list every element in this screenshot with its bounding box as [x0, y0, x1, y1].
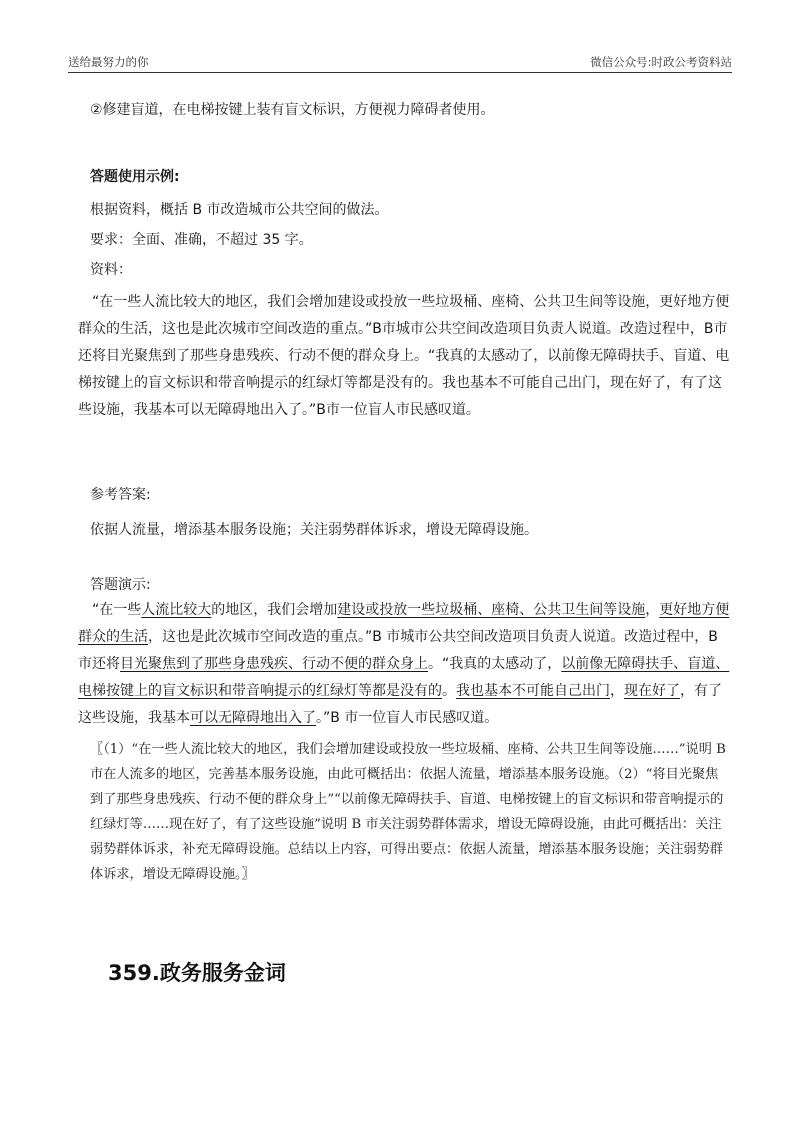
example-requirement: 要求：全面、准确，不超过 35 字。 — [90, 232, 313, 248]
material-text: “在一些人流比较大的地区，我们会增加建设或投放一些垃圾桶、座椅、公共卫生间等设施，更好地方便群众的生活，这也是此次城市空间改造的重点。”B市城市公共空间改造项目负责人说道。改造过程中，B市还将目光聚焦到了那些身患残疾、行动不便的群众身上。“我真的太感动了，以前像无障碍扶手、盲道、电梯按键上的盲文标识和带音响提示的红绿灯等都是没有的。我也基本不可能自己出门，现在好了，有了这些设施，我基本可以无障碍地出入了。”B市一位盲人市民感叹道。 — [78, 294, 730, 418]
example-heading: 答题使用示例: — [90, 169, 180, 185]
explanation-block — [90, 737, 730, 887]
demo-label: 答题演示: — [90, 577, 151, 593]
demo-segment: ，有了这些设施，我基本 — [78, 683, 722, 726]
demo-segment: 。“我真的太感动了， — [428, 656, 562, 672]
example-question: 根据资料，概括 B 市改造城市公共空间的做法。 — [90, 202, 389, 218]
example-block — [90, 164, 730, 284]
explanation-text: 〖（1）“在一些人流比较大的地区，我们会增加建设或投放一些垃圾桶、座椅、公共卫生间等设施……”说明 B 市在人流多的地区，完善基本服务设施，由此可概括出：依据人流量，增添基本服务设施。（2）“将目光聚焦到了那些身患残疾、行动不便的群众身上”“以前像无障碍扶手、盲道、电梯按键上的盲文标识和带音响提示的红绿灯等……现在好了，有了这些设施”说明 B 市关注弱势群体需求，增设无障碍设施，由此可概括出：关注弱势群体诉求，补充无障碍设施。总结以上内容，可得出要点：依据人流量，增添基本服务设施；关注弱势群体诉求，增设无障碍设施。〗 — [90, 742, 726, 882]
demo-segment: 。 — [442, 683, 456, 699]
demo-underline: 人流比较大 — [141, 602, 212, 618]
header-left-text: 送给最努力的你 — [68, 55, 149, 69]
demo-text — [78, 597, 730, 732]
demo-underline: 可以无障碍地出入了 — [190, 710, 316, 726]
demo-block — [78, 597, 730, 732]
demo-segment: ， — [645, 602, 660, 618]
reference-label: 参考答案: — [90, 487, 151, 503]
item-2-text: ②修建盲道，在电梯按键上装有盲文标识，方便视力障碍者使用。 — [90, 102, 495, 118]
demo-underline: 建设或投放一些垃圾桶、座椅、公共卫生间等设施 — [337, 602, 646, 618]
demo-underline: 现在好了 — [624, 683, 680, 699]
item-2-block — [90, 97, 730, 124]
header-right-text: 微信公众号:时政公考资料站 — [590, 55, 732, 69]
next-section-title: 359.政务服务金词 — [108, 961, 286, 985]
demo-underline: 以前像无障碍扶手、盲道、电梯按键上的盲文标识和带音响提示的红绿灯等都是没有的 — [78, 656, 730, 699]
demo-label-block — [90, 572, 730, 599]
demo-segment: 的地区，我们会增加 — [211, 602, 338, 618]
demo-segment: ， — [610, 683, 624, 699]
demo-segment: ，这也是此次城市空间改造的重点。”B 市城市公共空间改造项目负责人说道。改造过程中，B 市还将 — [78, 629, 718, 672]
reference-block — [90, 482, 730, 544]
demo-underline: 我也基本不可能自己出门 — [456, 683, 610, 699]
material-block — [78, 289, 730, 424]
demo-underline: 更好地方便群众的生活 — [78, 602, 730, 645]
material-label: 资料： — [90, 262, 132, 278]
reference-answer: 依据人流量，增添基本服务设施；关注弱势群体诉求，增设无障碍设施。 — [90, 522, 538, 538]
page-header — [68, 50, 732, 73]
demo-segment: 。”B 市一位盲人市民感叹道。 — [316, 710, 499, 726]
demo-underline: 目光聚焦到了那些身患残疾、行动不便的群众身上 — [120, 656, 428, 672]
demo-segment: “在一些 — [92, 602, 142, 618]
